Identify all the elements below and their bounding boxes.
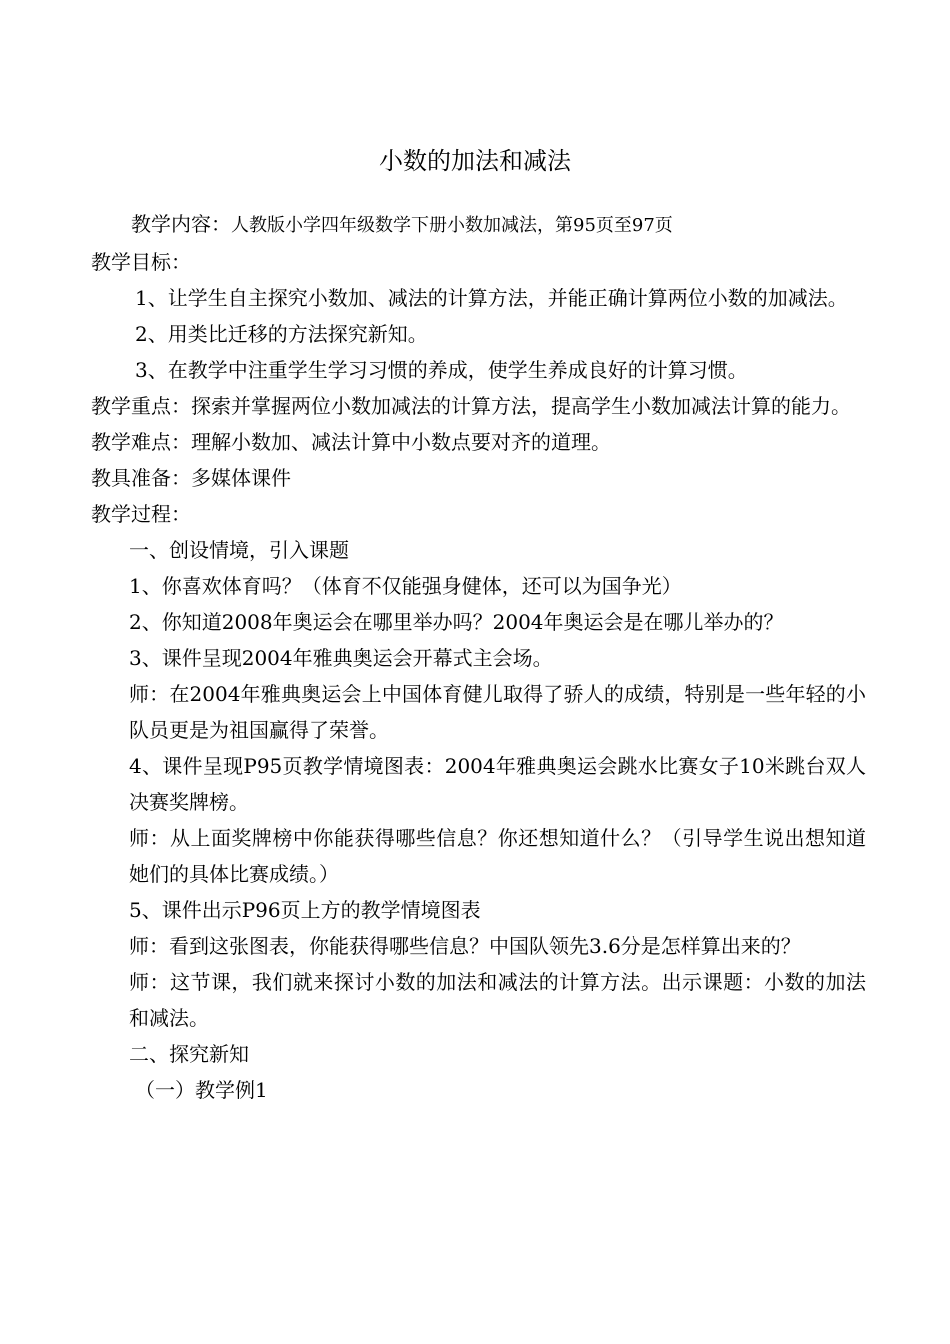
section2-heading: 二、探究新知	[129, 1042, 249, 1066]
difficulty: 教学难点：理解小数加、减法计算中小数点要对齐的道理。	[91, 430, 611, 454]
teaching-content-line	[91, 206, 866, 244]
section1-item-8: 师：看到这张图表，你能获得哪些信息？中国队领先3.6分是怎样算出来的？	[129, 934, 801, 958]
subsection-heading: （一）教学例1	[135, 1078, 268, 1102]
document-title: 小数的加法和减法	[379, 147, 571, 175]
teaching-content-text: 人教版小学四年级数学下册小数加减法，第95页至97页	[231, 215, 673, 236]
section1-item-6: 师：从上面奖牌榜中你能获得哪些信息？你还想知道什么？（引导学生说出想知道她们的具体比赛成绩。）	[129, 826, 866, 886]
teaching-content-label: 教学内容：	[131, 212, 231, 236]
section1-item-5: 4、课件呈现P95页教学情境图表：2004年雅典奥运会跳水比赛女子10米跳台双人决赛奖牌榜。	[129, 754, 866, 814]
objective-2: 2、用类比迁移的方法探究新知。	[135, 322, 428, 346]
section1-item-4: 师：在2004年雅典奥运会上中国体育健儿取得了骄人的成绩，特别是一些年轻的小队员更是为祖国赢得了荣誉。	[129, 682, 866, 742]
section1-item-2: 2、你知道2008年奥运会在哪里举办吗？2004年奥运会是在哪儿举办的？	[129, 610, 784, 634]
document-body	[91, 206, 866, 1108]
section1-item-7: 5、课件出示P96页上方的教学情境图表	[129, 898, 481, 922]
section1-heading: 一、创设情境，引入课题	[129, 538, 349, 562]
objective-1: 1、让学生自主探究小数加、减法的计算方法，并能正确计算两位小数的加减法。	[135, 286, 848, 310]
process-label: 教学过程：	[91, 502, 191, 526]
materials: 教具准备：多媒体课件	[91, 466, 291, 490]
section1-item-3: 3、课件呈现2004年雅典奥运会开幕式主会场。	[129, 646, 553, 670]
section1-item-1: 1、你喜欢体育吗？（体育不仅能强身健体，还可以为国争光）	[129, 574, 682, 598]
objectives-label: 教学目标：	[91, 250, 191, 274]
section1-item-9: 师：这节课，我们就来探讨小数的加法和减法的计算方法。出示课题：小数的加法和减法。	[129, 970, 866, 1030]
key-point: 教学重点：探索并掌握两位小数加减法的计算方法，提高学生小数加减法计算的能力。	[91, 394, 851, 418]
objective-3: 3、在教学中注重学生学习习惯的养成，使学生养成良好的计算习惯。	[135, 358, 748, 382]
